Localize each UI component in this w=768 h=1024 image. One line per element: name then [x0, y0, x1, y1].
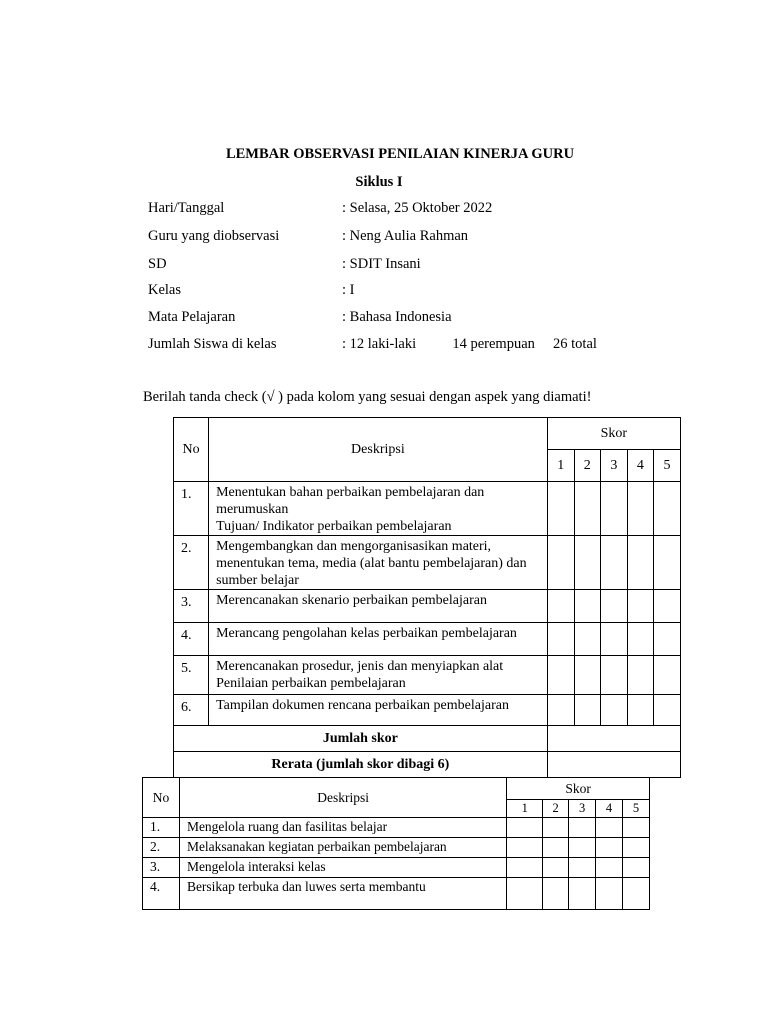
info-label: Kelas	[148, 282, 182, 298]
row-description: Merencanakan prosedur, jenis dan menyiapkan alat Penilaian perbaikan pembelajaran	[209, 656, 548, 695]
table-row	[174, 536, 681, 590]
score-col-4: 4	[596, 800, 623, 818]
score-cell-5[interactable]	[653, 590, 680, 623]
score-cell-1[interactable]	[547, 482, 574, 536]
row-number: 1.	[174, 482, 209, 536]
score-cell-2[interactable]	[574, 482, 600, 536]
score-cell-5[interactable]	[622, 838, 649, 858]
mean-value-cell[interactable]	[547, 752, 680, 778]
info-row-date	[148, 200, 493, 217]
score-col-3: 3	[569, 800, 596, 818]
header-deskripsi: Deskripsi	[179, 778, 506, 818]
header-no: No	[143, 778, 180, 818]
score-cell-1[interactable]	[507, 878, 543, 910]
score-col-3: 3	[600, 450, 627, 482]
score-cell-3[interactable]	[600, 623, 627, 656]
score-cell-2[interactable]	[574, 623, 600, 656]
info-value: : 12 laki-laki 14 perempuan 26 total	[342, 336, 597, 352]
table-row	[143, 858, 650, 878]
info-row-subject	[148, 309, 452, 326]
info-label: Mata Pelajaran	[148, 309, 236, 325]
info-label: SD	[148, 256, 167, 272]
score-cell-3[interactable]	[569, 858, 596, 878]
score-cell-5[interactable]	[653, 623, 680, 656]
score-cell-5[interactable]	[653, 536, 680, 590]
score-cell-3[interactable]	[600, 590, 627, 623]
score-cell-3[interactable]	[600, 695, 627, 726]
header-no: No	[174, 418, 209, 482]
info-row-class	[148, 282, 355, 299]
table-row	[174, 482, 681, 536]
mean-label: Rerata (jumlah skor dibagi 6)	[174, 752, 548, 778]
score-col-5: 5	[622, 800, 649, 818]
mean-row	[174, 752, 681, 778]
score-cell-2[interactable]	[574, 590, 600, 623]
page-title: LEMBAR OBSERVASI PENILAIAN KINERJA GURU	[225, 146, 575, 162]
score-cell-2[interactable]	[543, 878, 569, 910]
score-cell-3[interactable]	[569, 818, 596, 838]
row-number: 5.	[174, 656, 209, 695]
score-col-4: 4	[627, 450, 653, 482]
score-cell-4[interactable]	[596, 858, 623, 878]
info-value: : Bahasa Indonesia	[342, 309, 452, 325]
score-cell-2[interactable]	[543, 858, 569, 878]
table-row	[143, 878, 650, 910]
score-cell-5[interactable]	[653, 695, 680, 726]
score-cell-1[interactable]	[507, 818, 543, 838]
row-description: Merencanakan skenario perbaikan pembelajaran	[209, 590, 548, 623]
score-cell-1[interactable]	[507, 858, 543, 878]
observation-table-2	[142, 777, 650, 910]
row-description: Melaksanakan kegiatan perbaikan pembelajaran	[179, 838, 506, 858]
score-cell-5[interactable]	[622, 878, 649, 910]
row-description: Tampilan dokumen rencana perbaikan pembelajaran	[209, 695, 548, 726]
score-cell-3[interactable]	[600, 536, 627, 590]
score-cell-2[interactable]	[574, 656, 600, 695]
row-description: Merancang pengolahan kelas perbaikan pembelajaran	[209, 623, 548, 656]
observation-table-1	[173, 417, 681, 778]
score-cell-5[interactable]	[653, 482, 680, 536]
score-col-1: 1	[507, 800, 543, 818]
info-label: Hari/Tanggal	[148, 200, 225, 216]
score-col-5: 5	[653, 450, 680, 482]
score-cell-1[interactable]	[547, 590, 574, 623]
total-value-cell[interactable]	[547, 726, 680, 752]
info-row-teacher	[148, 228, 469, 245]
score-cell-2[interactable]	[543, 838, 569, 858]
info-row-students	[148, 336, 597, 353]
instruction-text: Berilah tanda check (√ ) pada kolom yang sesuai dengan aspek yang diamati!	[143, 389, 592, 405]
total-row	[174, 726, 681, 752]
row-number: 3.	[143, 858, 180, 878]
row-description: Mengembangkan dan mengorganisasikan materi, menentukan tema, media (alat bantu pembelajaran) dan sumber belajar	[209, 536, 548, 590]
row-number: 2.	[143, 838, 180, 858]
score-cell-1[interactable]	[547, 695, 574, 726]
score-cell-4[interactable]	[627, 656, 653, 695]
header-skor: Skor	[547, 418, 680, 450]
score-cell-4[interactable]	[627, 536, 653, 590]
score-cell-5[interactable]	[653, 656, 680, 695]
row-number: 2.	[174, 536, 209, 590]
info-label: Guru yang diobservasi	[148, 228, 280, 244]
table-row	[174, 590, 681, 623]
table-row	[174, 695, 681, 726]
score-cell-4[interactable]	[627, 695, 653, 726]
table-row	[174, 656, 681, 695]
row-number: 3.	[174, 590, 209, 623]
info-value: : Neng Aulia Rahman	[342, 228, 469, 244]
score-cell-4[interactable]	[627, 623, 653, 656]
score-cell-3[interactable]	[600, 656, 627, 695]
score-cell-4[interactable]	[596, 818, 623, 838]
info-value: : I	[342, 282, 355, 298]
score-cell-3[interactable]	[569, 838, 596, 858]
row-number: 1.	[143, 818, 180, 838]
score-cell-1[interactable]	[547, 536, 574, 590]
score-cell-4[interactable]	[627, 482, 653, 536]
table-row	[143, 838, 650, 858]
header-deskripsi: Deskripsi	[209, 418, 548, 482]
row-description: Mengelola interaksi kelas	[179, 858, 506, 878]
score-cell-2[interactable]	[574, 695, 600, 726]
row-description: Mengelola ruang dan fasilitas belajar	[179, 818, 506, 838]
row-number: 4.	[174, 623, 209, 656]
header-skor: Skor	[507, 778, 650, 800]
table-row	[143, 818, 650, 838]
score-cell-2[interactable]	[574, 536, 600, 590]
page-subtitle: Siklus I	[355, 174, 403, 190]
score-cell-1[interactable]	[507, 838, 543, 858]
score-cell-4[interactable]	[596, 838, 623, 858]
score-cell-1[interactable]	[547, 656, 574, 695]
score-cell-3[interactable]	[569, 878, 596, 910]
row-description: Menentukan bahan perbaikan pembelajaran dan merumuskan Tujuan/ Indikator perbaikan pembelajaran	[209, 482, 548, 536]
row-number: 4.	[143, 878, 180, 910]
score-col-2: 2	[574, 450, 600, 482]
score-cell-4[interactable]	[627, 590, 653, 623]
score-cell-3[interactable]	[600, 482, 627, 536]
info-value: : Selasa, 25 Oktober 2022	[342, 200, 493, 216]
score-cell-2[interactable]	[543, 818, 569, 838]
table-row	[174, 623, 681, 656]
total-label: Jumlah skor	[174, 726, 548, 752]
score-cell-5[interactable]	[622, 858, 649, 878]
score-cell-1[interactable]	[547, 623, 574, 656]
score-cell-5[interactable]	[622, 818, 649, 838]
score-col-2: 2	[543, 800, 569, 818]
score-cell-4[interactable]	[596, 878, 623, 910]
info-label: Jumlah Siswa di kelas	[148, 336, 277, 352]
info-row-school	[148, 256, 421, 273]
score-col-1: 1	[547, 450, 574, 482]
row-number: 6.	[174, 695, 209, 726]
row-description: Bersikap terbuka dan luwes serta membantu	[179, 878, 506, 910]
info-value: : SDIT Insani	[342, 256, 421, 272]
